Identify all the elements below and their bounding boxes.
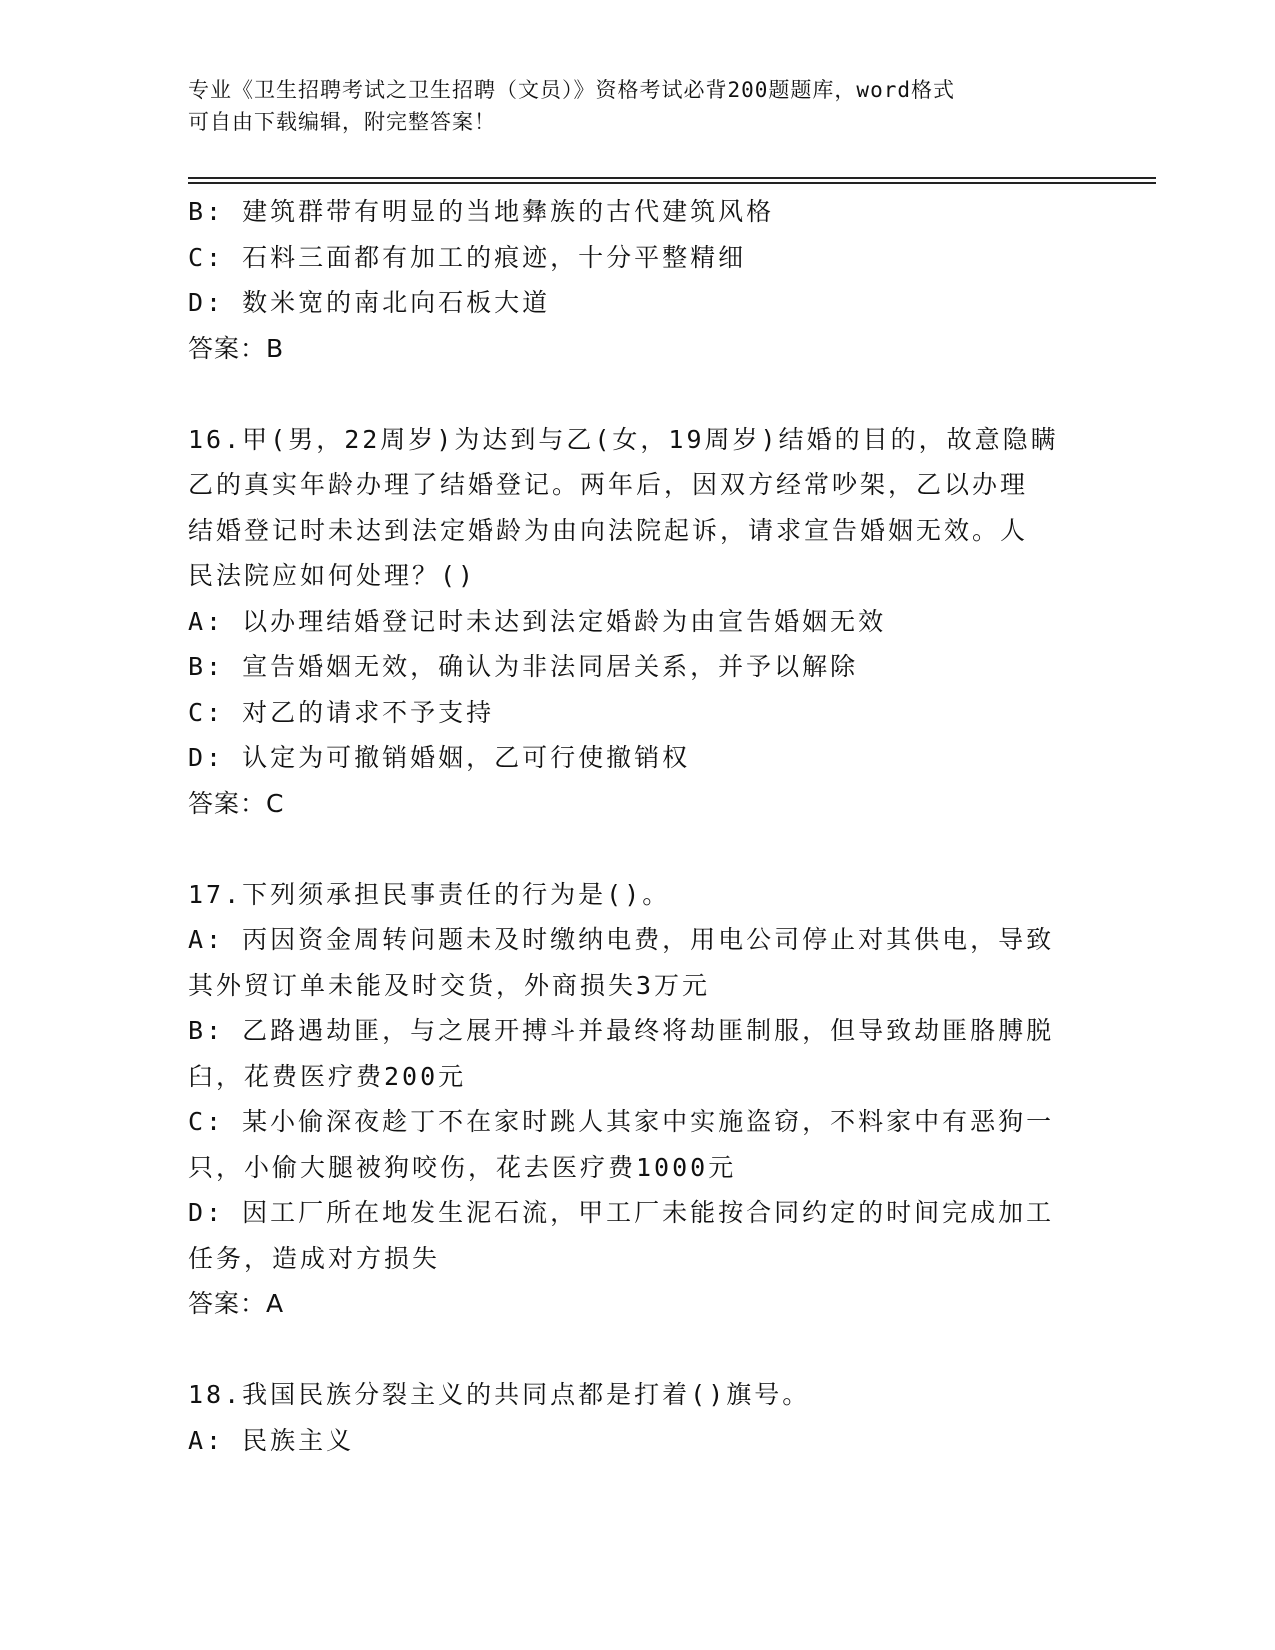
- header-line-2: 可自由下载编辑，附完整答案！: [188, 110, 496, 134]
- q16-option-d: D: 认定为可撤销婚姻，乙可行使撤销权: [188, 743, 691, 772]
- question-18: [188, 1372, 1088, 1463]
- q15-option-b: B: 建筑群带有明显的当地彝族的古代建筑风格: [188, 197, 775, 226]
- q17-option-a-line-2: 其外贸订单未能及时交货，外商损失3万元: [188, 970, 711, 1000]
- q18-option-a: A: 民族主义: [188, 1425, 355, 1455]
- question-17: [188, 872, 1088, 1327]
- q15-option-c: C: 石料三面都有加工的痕迹，十分平整精细: [188, 242, 747, 272]
- header-line-1: 专业《卫生招聘考试之卫生招聘（文员）》资格考试必背200题题库，word格式: [188, 78, 955, 102]
- q17-answer: 答案：A: [188, 1289, 285, 1318]
- header-divider-bottom: [188, 182, 1156, 184]
- q16-option-b: B: 宣告婚姻无效，确认为非法同居关系，并予以解除: [188, 652, 859, 681]
- q18-stem: 18.我国民族分裂主义的共同点都是打着()旗号。: [188, 1380, 811, 1409]
- q15-answer: 答案：B: [188, 333, 285, 363]
- q17-option-d-line-1: D: 因工厂所在地发生泥石流，甲工厂未能按合同约定的时间完成加工: [188, 1198, 1055, 1227]
- q17-option-c-line-1: C: 某小偷深夜趁丁不在家时跳人其家中实施盗窃，不料家中有恶狗一: [188, 1107, 1055, 1136]
- spacer: [188, 1327, 1088, 1373]
- q16-answer: 答案：C: [188, 788, 285, 818]
- q17-option-a-line-1: A: 丙因资金周转问题未及时缴纳电费，用电公司停止对其供电，导致: [188, 925, 1055, 954]
- spacer: [188, 371, 1088, 417]
- spacer: [188, 826, 1088, 872]
- question-15-remainder: [188, 189, 1088, 371]
- q17-option-d-line-2: 任务，造成对方损失: [188, 1243, 441, 1273]
- q17-option-b-line-2: 臼，花费医疗费200元: [188, 1061, 467, 1091]
- q15-option-d: D: 数米宽的南北向石板大道: [188, 288, 551, 317]
- q16-stem-line-2: 乙的真实年龄办理了结婚登记。两年后，因双方经常吵架，乙以办理: [188, 470, 1029, 499]
- q16-option-c: C: 对乙的请求不予支持: [188, 697, 495, 727]
- q17-option-c-line-2: 只，小偷大腿被狗咬伤，花去医疗费1000元: [188, 1152, 737, 1182]
- question-16: [188, 417, 1088, 827]
- document-header: [188, 74, 1068, 138]
- q16-stem-line-4: 民法院应如何处理？(): [188, 561, 477, 590]
- document-body: [188, 189, 1088, 1463]
- q17-option-b-line-1: B: 乙路遇劫匪，与之展开搏斗并最终将劫匪制服，但导致劫匪胳膊脱: [188, 1016, 1055, 1045]
- q16-stem-line-1: 16.甲(男，22周岁)为达到与乙(女，19周岁)结婚的目的，故意隐瞒: [188, 424, 1059, 454]
- q16-option-a: A: 以办理结婚登记时未达到法定婚龄为由宣告婚姻无效: [188, 606, 887, 636]
- header-divider-top: [188, 177, 1156, 179]
- q16-stem-line-3: 结婚登记时未达到法定婚龄为由向法院起诉，请求宣告婚姻无效。人: [188, 515, 1029, 545]
- q17-stem: 17.下列须承担民事责任的行为是()。: [188, 879, 671, 909]
